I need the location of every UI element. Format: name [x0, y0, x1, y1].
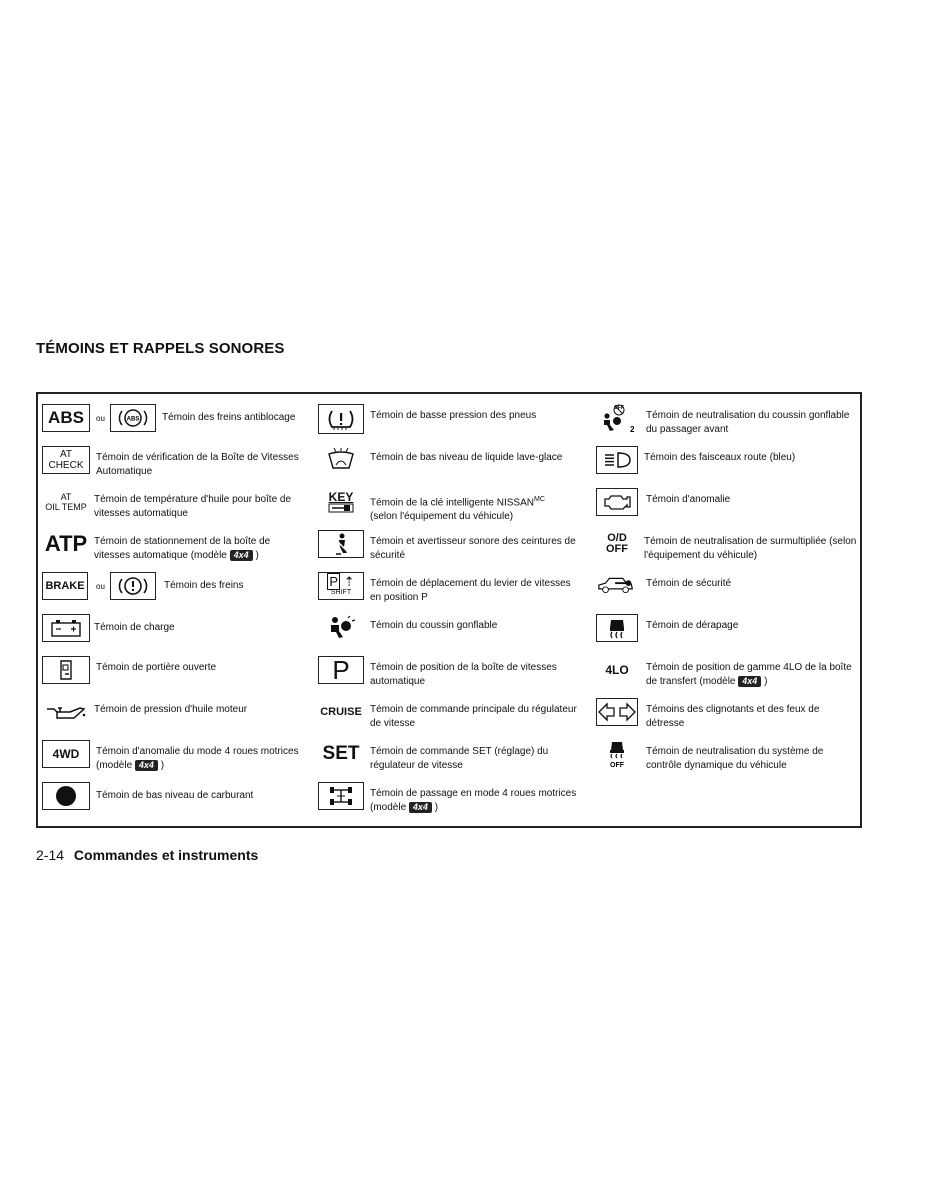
4lo-desc-l1: Témoin de position de gamme 4LO de la boîte: [646, 662, 852, 673]
or-label: ou: [96, 582, 105, 591]
engine-desc: Témoin d'anomalie: [646, 494, 731, 505]
row-cruise: [316, 688, 594, 730]
or-label: ou: [96, 414, 105, 423]
tire-pressure-icon: [318, 404, 364, 434]
vdc-off-sub-text: OFF: [610, 762, 624, 768]
p-shift-top: P ⇡: [329, 574, 355, 589]
row-fuel: [38, 772, 316, 814]
set-desc: Témoin de commande SET (réglage) du régulateur de vitesse: [370, 746, 549, 771]
4lo-label: 4LO: [605, 663, 629, 677]
row-oil: [38, 688, 316, 730]
p-position-icon: [318, 656, 364, 684]
airbag-off-desc: Témoin de neutralisation du coussin gonflable du passager avant: [646, 410, 850, 435]
at-check-l1: AT: [59, 449, 73, 460]
airbag-off-top-text: OFF: [614, 405, 624, 411]
abs-icon-label: ABS: [48, 408, 84, 427]
security-car-key-icon: [596, 572, 638, 600]
p-shift-desc: Témoin de déplacement du levier de vitesses en position P: [370, 578, 571, 603]
key-icon-label: KEY: [328, 490, 354, 504]
key-desc-sup: MC: [533, 496, 545, 503]
od-off-desc: Témoin de neutralisation de surmultipliée (selon l'équipement du véhicule): [644, 536, 857, 561]
row-door: [38, 646, 316, 688]
row-atp: [38, 520, 316, 562]
row-airbag: [316, 604, 594, 646]
4lo-icon: [596, 656, 638, 684]
close-paren: ): [434, 802, 439, 813]
security-desc: Témoin de sécurité: [646, 578, 732, 589]
key-icon: [318, 488, 364, 516]
close-paren: ): [160, 760, 165, 771]
4wd-desc-l2: (modèle: [96, 760, 133, 771]
high-beam-desc: Témoin des faisceaux route (bleu): [644, 452, 796, 463]
oil-can-icon: [42, 698, 90, 726]
brake-desc: Témoin des freins: [164, 580, 244, 591]
at-oil-temp-desc: Témoin de température d'huile pour boîte de vitesses automatique: [94, 494, 292, 519]
4x4-badge: 4x4: [230, 550, 253, 561]
page-footer: [36, 847, 258, 863]
p-position-label: P: [332, 654, 350, 685]
atp-icon: [42, 530, 90, 558]
abs-text-icon: [42, 404, 90, 432]
row-slip: [594, 604, 862, 646]
key-desc-text: Témoin de la clé intelligente NISSAN: [370, 497, 534, 509]
row-tire-pressure: [316, 394, 594, 436]
4x4-badge: 4x4: [409, 802, 432, 813]
turn-signals-desc: Témoins des clignotants et des feux de détresse: [646, 704, 820, 729]
row-engine: [594, 478, 862, 520]
4wd-drivetrain-icon: [318, 782, 364, 810]
slip-desc: Témoin de dérapage: [646, 620, 739, 631]
at-check-l2: CHECK: [48, 460, 84, 471]
charge-desc: Témoin de charge: [94, 622, 175, 633]
cruise-desc: Témoin de commande principale du régulateur de vitesse: [370, 704, 577, 729]
abs-circle-icon: [110, 404, 156, 432]
row-brake: [38, 562, 316, 604]
4wd-shift-desc: [370, 787, 584, 815]
page-number: 2-14: [36, 847, 65, 863]
row-key: [316, 478, 594, 523]
vdc-off-icon: [596, 740, 638, 768]
seatbelt-icon: [318, 530, 364, 558]
od-off-l2: OFF: [606, 543, 628, 555]
seatbelt-desc: Témoin et avertisseur sonore des ceintures de sécurité: [370, 536, 576, 561]
row-4wd: [38, 730, 316, 772]
indicator-table: [36, 392, 862, 828]
p-position-desc: Témoin de position de la boîte de vitesses automatique: [370, 662, 557, 687]
oil-desc: Témoin de pression d'huile moteur: [94, 704, 248, 715]
p-shift-icon: [318, 572, 364, 600]
4wd-desc: [96, 745, 310, 773]
row-4lo: [594, 646, 862, 688]
set-label: SET: [322, 743, 360, 764]
row-at-oil-temp: [38, 478, 316, 520]
row-seatbelt: [316, 520, 594, 562]
4x4-badge: 4x4: [738, 676, 761, 687]
brake-text-icon: [42, 572, 88, 600]
row-turn-signals: [594, 688, 862, 730]
brake-circle-icon: [110, 572, 156, 600]
turn-signal-icon: [596, 698, 638, 726]
4lo-desc-l2: de transfert (modèle: [646, 676, 736, 687]
door-open-icon: [42, 656, 90, 684]
row-od-off: [594, 520, 862, 562]
vdc-off-desc: Témoin de neutralisation du système de contrôle dynamique du véhicule: [646, 746, 824, 771]
row-security: [594, 562, 862, 604]
at-oil-temp-l1: AT: [60, 492, 72, 502]
row-4wd-shift: [316, 772, 594, 814]
washer-desc: Témoin de bas niveau de liquide lave-glace: [370, 452, 563, 463]
4x4-badge: 4x4: [135, 760, 158, 771]
od-off-l1: O/D: [607, 532, 627, 544]
fuel-desc: Témoin de bas niveau de carburant: [96, 790, 254, 801]
set-icon: [318, 740, 364, 768]
at-check-icon: [42, 446, 90, 474]
row-charge: [38, 604, 316, 646]
abs-desc: Témoin des freins antiblocage: [162, 412, 296, 423]
p-shift-l2: SHIFT: [330, 589, 352, 596]
row-at-check: [38, 436, 316, 478]
washer-fluid-icon: [318, 446, 364, 474]
4wd-shift-desc-l2: (modèle: [370, 802, 407, 813]
passenger-airbag-off-icon: [596, 402, 638, 434]
door-desc: Témoin de portière ouverte: [96, 662, 217, 673]
4wd-desc-l1: Témoin d'anomalie du mode 4 roues motrices: [96, 746, 299, 757]
at-check-desc: Témoin de vérification de la Boîte de Vitesses Automatique: [96, 452, 299, 477]
high-beam-icon: [596, 446, 638, 474]
4wd-shift-desc-l1: Témoin de passage en mode 4 roues motrices: [370, 788, 577, 799]
row-high-beam: [594, 436, 862, 478]
row-set: [316, 730, 594, 772]
airbag-desc: Témoin du coussin gonflable: [370, 620, 498, 631]
4wd-icon-label: 4WD: [52, 747, 80, 761]
row-p-shift: [316, 562, 594, 604]
4lo-desc: [646, 661, 860, 689]
slip-icon: [596, 614, 638, 642]
airbag-icon: [318, 614, 364, 642]
airbag-off-sub-text: 2: [630, 425, 635, 434]
brake-icon-label: BRAKE: [45, 580, 85, 592]
at-oil-temp-l2: OIL TEMP: [45, 502, 87, 512]
close-paren: ): [764, 676, 768, 687]
p-shift-l1: P: [329, 574, 339, 589]
row-p-position: [316, 646, 594, 688]
section-title: Commandes et instruments: [73, 847, 259, 863]
fuel-dot-icon: [42, 782, 90, 810]
at-oil-temp-icon: [42, 488, 90, 516]
cruise-label: CRUISE: [320, 706, 362, 718]
row-washer: [316, 436, 594, 478]
4wd-icon: [42, 740, 90, 768]
atp-desc: [94, 535, 308, 563]
battery-icon: [42, 614, 90, 642]
atp-icon-label: ATP: [44, 531, 88, 556]
atp-desc-text: Témoin de stationnement de la boîte de vitesses automatique (modèle: [94, 536, 271, 561]
page-title: TÉMOINS ET RAPPELS SONORES: [36, 340, 285, 357]
tire-pressure-desc: Témoin de basse pression des pneus: [370, 410, 537, 421]
cruise-icon: [318, 698, 364, 726]
row-vdc-off: [594, 730, 862, 772]
engine-icon: [596, 488, 638, 516]
svg-text:ABS: ABS: [126, 416, 140, 423]
close-paren: ): [255, 550, 259, 561]
row-airbag-off: [594, 394, 862, 436]
key-desc-text2: (selon l'équipement du véhicule): [370, 511, 514, 523]
od-off-icon: [596, 530, 638, 558]
row-abs: [38, 394, 316, 436]
